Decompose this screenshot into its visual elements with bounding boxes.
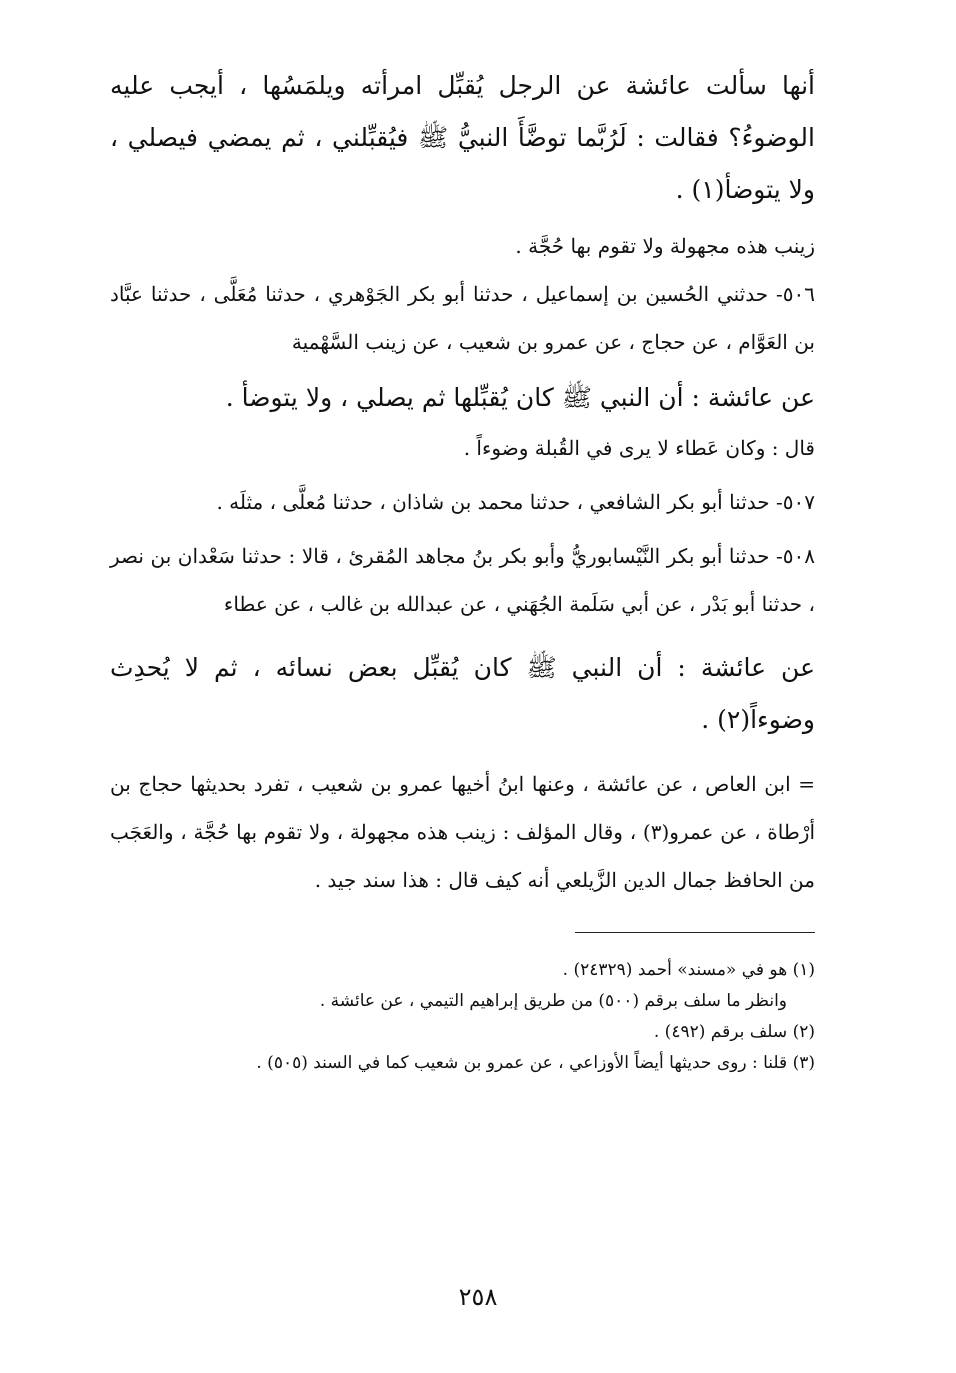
commentary-ata: قال : وكان عَطاء لا يرى في القُبلة وضوءاً . [463, 436, 815, 460]
footnote-2: (٢) سلف برقم (٤٩٢) . [653, 1022, 815, 1042]
isnad-506: ٥٠٦- حدثني الحُسين بن إسماعيل ، حدثنا أبو بكر الجَوْهري ، حدثنا مُعَلَّى ، حدثنا عبَّاد بن العَوَّام ، عن حجاج ، عن عمرو بن شعيب ، عن زينب السَّهْمية [110, 282, 815, 354]
footnote-1: (١) هو في «مسند» أحمد (٢٤٣٢٩) . [562, 960, 815, 980]
page-number: ٢٥٨ [458, 1283, 498, 1311]
page-body [110, 60, 815, 1079]
footnote-separator [575, 932, 815, 933]
hadith-text-508: عن عائشة : أن النبي ﷺ كان يُقبِّل بعض نسائه ، ثم لا يُحدِث وضوءاً(٢) . [110, 653, 815, 734]
footnote-1-cont: وانظر ما سلف برقم (٥٠٠) من طريق إبراهيم التيمي ، عن عائشة . [319, 991, 787, 1011]
footnote-3: (٣) قلنا : روى حديثها أيضاً الأوزاعي ، عن عمرو بن شعيب كما في السند (٥٠٥) . [256, 1053, 815, 1073]
hadith-text-1: أنها سألت عائشة عن الرجل يُقبِّل امرأته ويلمَسُها ، أيجب عليه الوضوءُ؟ فقالت : لَرُبَّما توضَّأَ النبيُّ ﷺ فيُقبِّلني ، ثم يمضي فيصلي ، ولا يتوضأ(١) . [110, 71, 815, 204]
commentary-1: زينب هذه مجهولة ولا تقوم بها حُجَّة . [515, 234, 815, 258]
hadith-text-506: عن عائشة : أن النبي ﷺ كان يُقبِّلها ثم يصلي ، ولا يتوضأ . [225, 383, 815, 412]
continued-note: = ابن العاص ، عن عائشة ، وعنها ابنُ أخيها عمرو بن شعيب ، تفرد بحديثها حجاج بن أرْطاة ، عن عمرو(٣) ، وقال المؤلف : زينب هذه مجهولة ، ولا تقوم بها حُجَّة ، والعَجَب من الحافظ جمال الدين الزَّيلعي أنه كيف قال : هذا سند جيد . [110, 772, 815, 892]
isnad-507: ٥٠٧- حدثنا أبو بكر الشافعي ، حدثنا محمد بن شاذان ، حدثنا مُعلَّى ، مثلَه . [216, 490, 815, 514]
isnad-508: ٥٠٨- حدثنا أبو بكر النَّيْسابوريُّ وأبو بكر بنُ مجاهد المُقرئ ، قالا : حدثنا سَعْدان بن نصر ، حدثنا أبو بَدْر ، عن أبي سَلَمة الجُهَني ، عن عبدالله بن غالب ، عن عطاء [110, 544, 815, 616]
